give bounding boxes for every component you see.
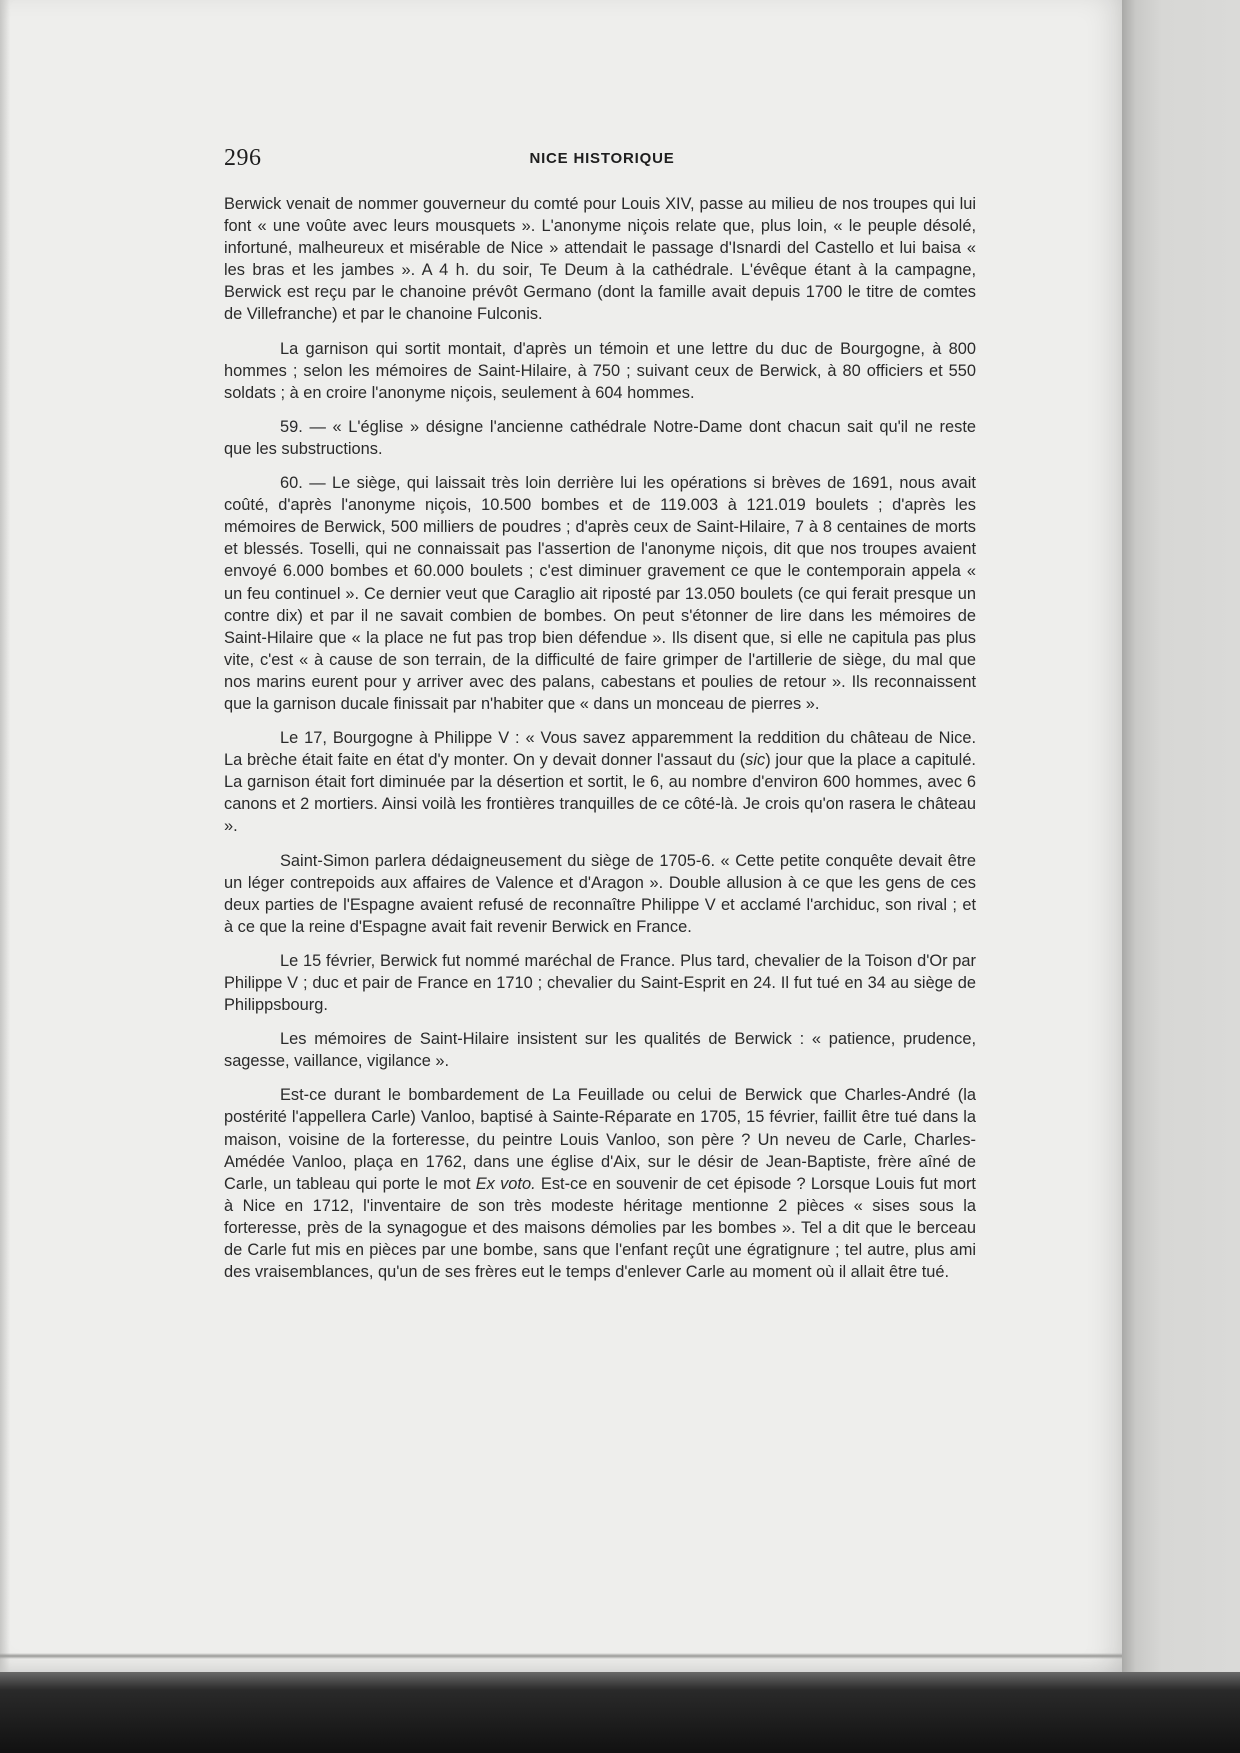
text-run: Le 17, Bourgogne à Philippe V : « Vous savez apparemment la reddition du château de Nice. La brèche était faite en état d'y monter. On y devait donner l'assaut du (: [224, 729, 976, 770]
paragraph-saint-simon: Saint-Simon parlera dédaigneusement du siège de 1705-6. « Cette petite conquête devait être un léger contrepoids aux affaires de Valence et d'Aragon ». Double allusion à ce que les gens de ces deux parties de l'Espagne avaient refusé de reconnaître Philippe V et acclamé l'archiduc, son rival ; et à ce que la reine d'Espagne avait fait revenir Berwick en France.: [224, 851, 976, 936]
body-text: [224, 193, 976, 1295]
text-run: Est-ce durant le bombardement de La Feuillade ou celui de Berwick que Charles-André (la postérité l'appellera Carle) Vanloo, baptisé à Sainte-Réparate en 1705, 15 février, faillit être tué dans la maison, voisine de la forteresse, du peintre Louis Vanloo, son père ? Un neveu de Carle, Charles-Amédée Vanloo, plaça en 1762, dans une église d'Aix, sur le désir de Jean-Baptiste, frère aîné de Carle, un tableau qui porte le mot: [224, 1086, 976, 1193]
paragraph-marechal: Le 15 février, Berwick fut nommé maréchal de France. Plus tard, chevalier de la Toison d'Or par Philippe V ; duc et pair de France en 1710 ; chevalier du Saint-Esprit en 24. Il fut tué en 34 au siège de Philippsbourg.: [224, 951, 976, 1015]
paragraph-bourgogne-letter: [224, 727, 976, 837]
note-59: 59. — « L'église » désigne l'ancienne cathédrale Notre-Dame dont chacun sait qu'il ne reste que les substructions.: [224, 417, 976, 458]
page-number: 296: [224, 145, 262, 171]
page-header: [224, 145, 980, 175]
text-run: ) jour que la place a capitulé. La garnison était fort diminuée par la désertion et sortit, le 6, au nombre d'environ 600 hommes, avec 6 canons et 2 mortiers. Ainsi voilà les frontières tranquilles de ce côté-là. Je crois qu'on rasera le château ».: [224, 751, 976, 836]
scanner-bed-shadow: [0, 1672, 1240, 1753]
paragraph-qualites: Les mémoires de Saint-Hilaire insistent sur les qualités de Berwick : « patience, prudence, sagesse, vaillance, vigilance ».: [224, 1030, 976, 1071]
italic-run: sic: [745, 751, 766, 770]
running-title: NICE HISTORIQUE: [529, 150, 675, 167]
paragraph-berwick-entry: Berwick venait de nommer gouverneur du comté pour Louis XIV, passe au milieu de nos troupes qui lui font « une voûte avec leurs mousquets ». L'anonyme niçois relate que, plus loin, « le peuple désolé, infortuné, malheureux et misérable de Nice » attendait le passage d'Isnardi del Castello et lui baisa « les bras et les jambes ». A 4 h. du soir, Te Deum à la cathédrale. L'évêque étant à la campagne, Berwick est reçu par le chanoine prévôt Germano (dont la famille avait depuis 1700 le titre de comtes de Villefranche) et par le chanoine Fulconis.: [224, 195, 976, 324]
text-run: Est-ce en souvenir de cet épisode ? Lorsque Louis fut mort à Nice en 1712, l'inventaire de son très modeste héritage mentionne 2 pièces « sises sous la forteresse, près de la synagogue et des maisons démolies par les bombes ». Tel a dit que le berceau de Carle fut mis en pièces par une bombe, sans que l'enfant reçût une égratignure ; tel autre, plus ami des vraisemblances, qu'un de ses frères eut le temps d'enlever Carle au moment où il allait être tué.: [224, 1174, 976, 1282]
page-bottom-edge: [0, 1653, 1122, 1659]
paragraph-garrison: La garnison qui sortit montait, d'après un témoin et une lettre du duc de Bourgogne, à 800 hommes ; selon les mémoires de Saint-Hilaire, à 750 ; suivant ceux de Berwick, à 80 officiers et 550 soldats ; à en croire l'anonyme niçois, seulement à 604 hommes.: [224, 339, 976, 402]
paragraph-vanloo: [224, 1084, 976, 1283]
page-gutter-shadow: [0, 0, 10, 1672]
note-60: 60. — Le siège, qui laissait très loin derrière lui les opérations si brèves de 1691, nous avait coûté, d'après l'anonyme niçois, 10.500 bombes et de 119.003 à 121.019 boulets ; d'après les mémoires de Berwick, 500 milliers de poudres ; d'après ceux de Saint-Hilaire, 7 à 8 centaines de morts et blessés. Toselli, qui ne connaissait pas l'assertion de l'anonyme niçois, dit que nos troupes avaient envoyé 6.000 bombes et 60.000 boulets ; c'est diminuer gravement ce que le contemporain appela « un feu continuel ». Ce dernier veut que Caraglio ait riposté par 13.050 boulets (ce qui ferait presque un contre dix) et par il ne savait combien de bombes. On peut s'étonner de lire dans les mémoires de Saint-Hilaire que « la place ne fut pas trop bien défendue ». Ils disent que, si elle ne capitula pas plus vite, c'est « à cause de son terrain, de la difficulté de faire grimper de l'artillerie de siège, du mal que nos marins eurent pour y arriver avec des palans, cabestans et poulies de retour ». Ils reconnaissent que la garnison ducale finissait par n'habiter que « dans un monceau de pierres ».: [224, 474, 976, 713]
italic-run: Ex voto.: [475, 1174, 536, 1193]
facing-page-edge: [1122, 0, 1240, 1672]
